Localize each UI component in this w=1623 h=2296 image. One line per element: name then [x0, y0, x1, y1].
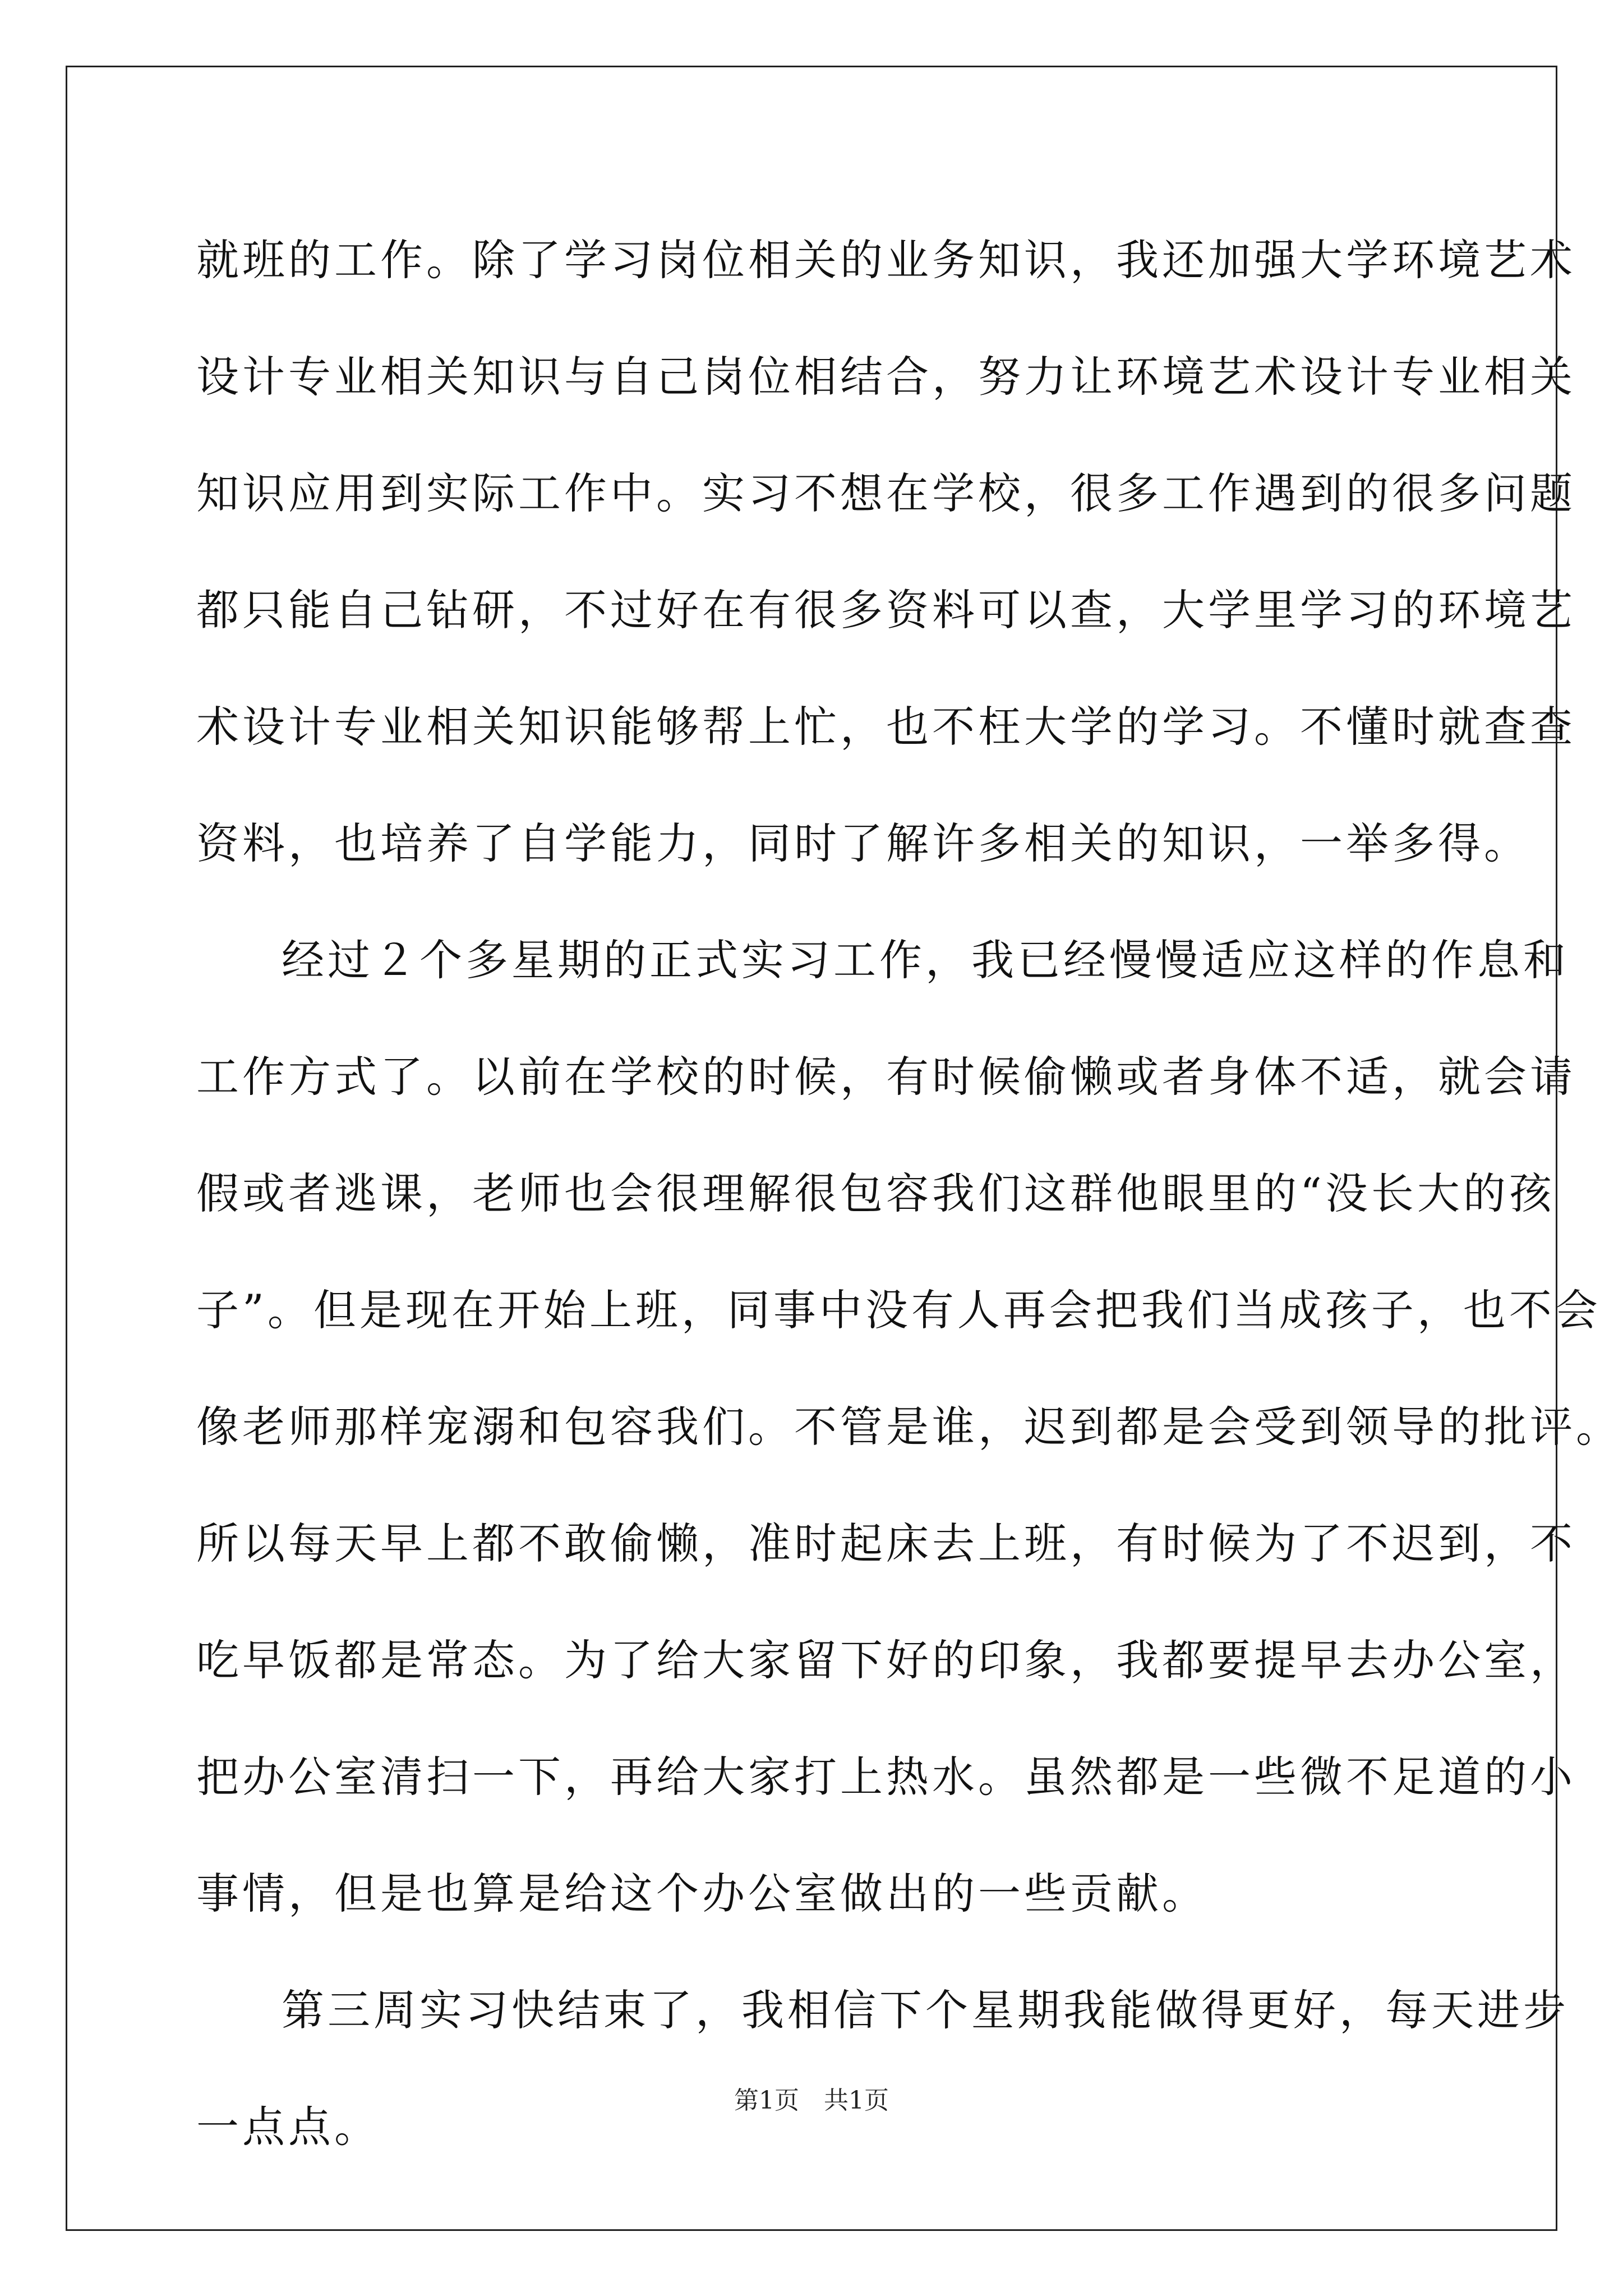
text-line: 资料，也培养了自学能力，同时了解许多相关的知识，一举多得。: [196, 818, 1530, 868]
text-line: 事情，但是也算是给这个办公室做出的一些贡献。: [196, 1869, 1208, 1918]
text-line: 像老师那样宠溺和包容我们。不管是谁，迟到都是会受到领导的批评。: [196, 1402, 1622, 1452]
text-line: 设计专业相关知识与自己岗位相结合，努力让环境艺术设计专业相关: [196, 352, 1576, 402]
text-line: 假或者逃课，老师也会很理解很包容我们这群他眼里的“没长大的孩: [196, 1168, 1555, 1218]
text-line: 术设计专业相关知识能够帮上忙，也不枉大学的学习。不懂时就查查: [196, 702, 1576, 752]
text-line: 把办公室清扫一下，再给大家打上热水。虽然都是一些微不足道的小: [196, 1752, 1576, 1802]
text-line: 都只能自己钻研，不过好在有很多资料可以查，大学里学习的环境艺: [196, 585, 1576, 635]
text-line: 子”。但是现在开始上班，同事中没有人再会把我们当成孩子，也不会: [196, 1285, 1601, 1335]
text-line: 所以每天早上都不敢偷懒，准时起床去上班，有时候为了不迟到，不: [196, 1519, 1576, 1568]
text-line: 就班的工作。除了学习岗位相关的业务知识，我还加强大学环境艺术: [196, 235, 1576, 285]
paragraph-start-line: 第三周实习快结束了，我相信下个星期我能做得更好，每天进步: [282, 1985, 1569, 2035]
paragraph-start-line: 经过２个多星期的正式实习工作，我已经慢慢适应这样的作息和: [282, 935, 1569, 985]
text-line: 吃早饭都是常态。为了给大家留下好的印象，我都要提早去办公室，: [196, 1635, 1576, 1685]
page-number-footer: 第1页 共1页: [734, 2086, 889, 2115]
text-line: 知识应用到实际工作中。实习不想在学校，很多工作遇到的很多问题: [196, 468, 1576, 518]
text-line: 一点点。: [196, 2102, 380, 2152]
document-body: [196, 202, 1622, 2185]
text-line: 工作方式了。以前在学校的时候，有时候偷懒或者身体不适，就会请: [196, 1052, 1576, 1102]
